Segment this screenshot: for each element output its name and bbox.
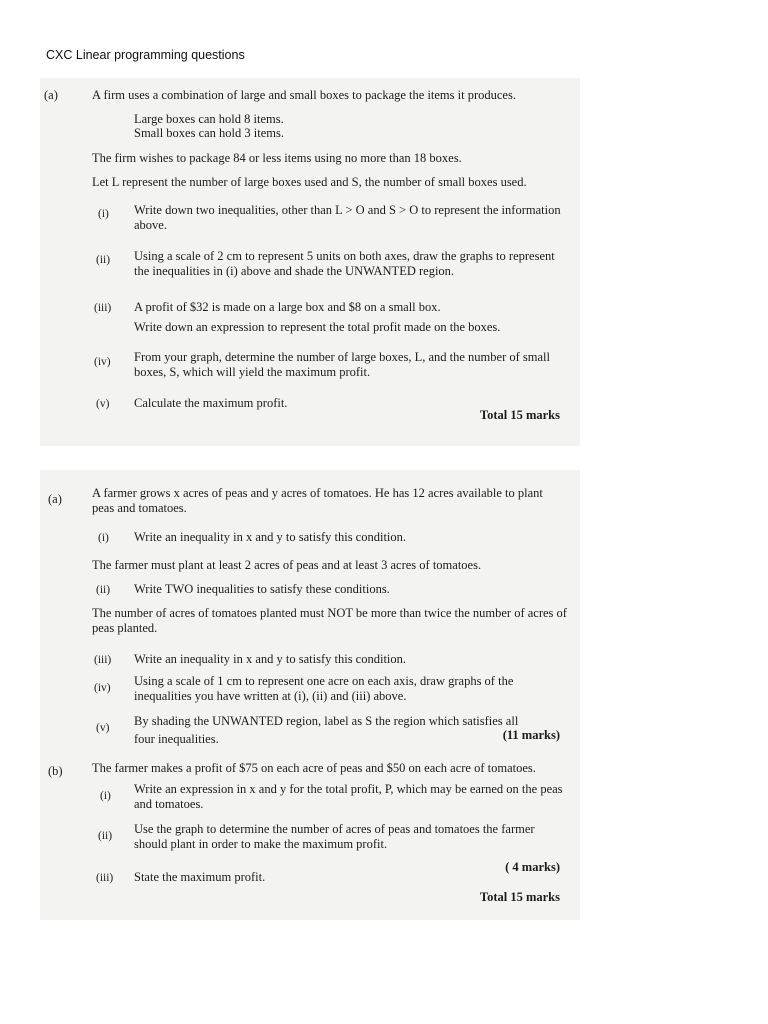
q1-wish: The firm wishes to package 84 or less items using no more than 18 boxes. xyxy=(92,151,462,165)
question-2-scan xyxy=(40,470,580,920)
q2-b-iii-text: State the maximum profit. xyxy=(134,870,266,884)
q1-item-label: (iv) xyxy=(94,356,111,368)
q1-let: Let L represent the number of large boxes used and S, the number of small boxes used. xyxy=(92,175,527,189)
q2-total-marks: Total 15 marks xyxy=(479,890,560,904)
q2-ii-label: (ii) xyxy=(96,584,111,596)
q2-v-label: (v) xyxy=(96,722,110,734)
q1-item-text: Calculate the maximum profit. xyxy=(134,396,288,410)
q2-ii-text: Write TWO inequalities to satisfy these conditions. xyxy=(134,582,390,596)
q1-item-iii-extra: Write down an expression to represent the total profit made on the boxes. xyxy=(134,320,501,334)
q2-marks-a: (11 marks) xyxy=(502,728,560,742)
question-1-scan xyxy=(40,78,580,446)
q2-para3: The number of acres of tomatoes planted must NOT be more than twice the number of acres of peas planted. xyxy=(92,606,567,635)
q2-iv-label: (iv) xyxy=(94,682,111,694)
q1-item-text: Write down two inequalities, other than L > O and S > O to represent the information above. xyxy=(134,203,561,232)
q2-b-ii-text: Use the graph to determine the number of acres of peas and tomatoes the farmer should plant in order to make the maximum profit. xyxy=(134,822,535,851)
q1-item-label: (ii) xyxy=(96,254,111,266)
q1-item-text: From your graph, determine the number of large boxes, L, and the number of small boxes, S, which will yield the maximum profit. xyxy=(134,350,550,379)
q1-total-marks: Total 15 marks xyxy=(479,408,560,422)
q2-iii-label: (iii) xyxy=(94,654,112,666)
q2-part-a-label: (a) xyxy=(48,492,62,506)
q2-b-i-label: (i) xyxy=(100,790,111,802)
q2-b-ii-label: (ii) xyxy=(98,830,113,842)
q2-part-b-label: (b) xyxy=(48,764,63,778)
q1-intro: A firm uses a combination of large and small boxes to package the items it produces. xyxy=(92,88,516,102)
q2-intro: A farmer grows x acres of peas and y acres of tomatoes. He has 12 acres available to plant peas and tomatoes. xyxy=(92,486,543,515)
q1-large-boxes: Large boxes can hold 8 items. xyxy=(134,112,284,126)
q1-item-label: (v) xyxy=(96,398,110,410)
q2-v-text-line1: By shading the UNWANTED region, label as S the region which satisfies all xyxy=(134,714,519,728)
q2-iii-text: Write an inequality in x and y to satisfy this condition. xyxy=(134,652,407,666)
q2-marks-b: ( 4 marks) xyxy=(505,860,560,874)
q2-b-iii-label: (iii) xyxy=(96,872,114,884)
page-title: CXC Linear programming questions xyxy=(46,48,245,62)
q1-item-text: Using a scale of 2 cm to represent 5 units on both axes, draw the graphs to represent the inequalities in (i) above and shade the UNWANTED region. xyxy=(134,249,555,278)
q2-b-i-text: Write an expression in x and y for the total profit, P, which may be earned on the peas and tomatoes. xyxy=(134,782,563,811)
q1-part-label: (a) xyxy=(44,88,58,102)
q1-item-text: A profit of $32 is made on a large box and $8 on a small box. xyxy=(134,300,441,314)
q2-para2: The farmer must plant at least 2 acres of peas and at least 3 acres of tomatoes. xyxy=(92,558,482,572)
q1-item-label: (iii) xyxy=(94,302,112,314)
q2-i-text: Write an inequality in x and y to satisfy this condition. xyxy=(134,530,407,544)
q2-iv-text: Using a scale of 1 cm to represent one acre on each axis, draw graphs of the inequalities you have written at (i), (ii) and (iii) above. xyxy=(134,674,514,703)
q2-v-text-line2: four inequalities. xyxy=(134,732,219,746)
q1-small-boxes: Small boxes can hold 3 items. xyxy=(134,126,284,140)
q1-item-label: (i) xyxy=(98,208,109,220)
q2-i-label: (i) xyxy=(98,532,109,544)
q2-b-intro: The farmer makes a profit of $75 on each acre of peas and $50 on each acre of tomatoes. xyxy=(92,761,536,775)
